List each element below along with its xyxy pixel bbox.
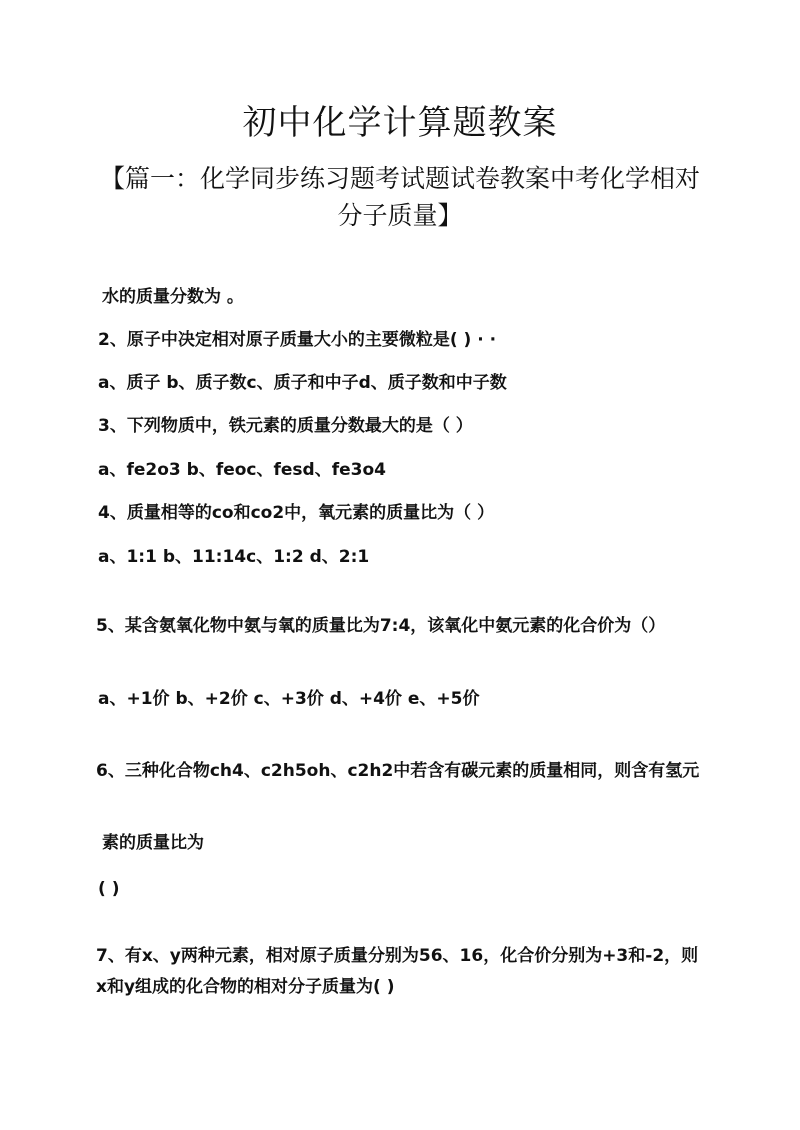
question-2: 2、原子中决定相对原子质量大小的主要微粒是( ) · ·	[98, 330, 497, 350]
question-5-options: a、+1价 b、+2价 c、+3价 d、+4价 e、+5价	[98, 689, 480, 709]
document-title: 初中化学计算题教案	[242, 103, 558, 143]
question-6-continued: 素的质量比为	[102, 833, 204, 853]
document-subtitle: 【篇一：化学同步练习题考试题试卷教案中考化学相对分子质量】	[100, 164, 701, 230]
question-7: 7、有x、y两种元素，相对原子质量分别为56、16，化合价分别为+3和-2，则x和y组成的化合物的相对分子质量为( )	[96, 946, 699, 997]
question-6: 6、三种化合物ch4、c2h5oh、c2h2中若含有碳元素的质量相同，则含有氢元	[96, 761, 700, 781]
question-5: 5、某含氨氧化物中氨与氧的质量比为7:4，该氧化中氨元素的化合价为（）	[96, 616, 666, 636]
question-3-options: a、fe2o3 b、feoc、fesd、fe3o4	[98, 460, 386, 480]
text-line-water-mass-fraction: 水的质量分数为 。	[102, 287, 244, 307]
question-4-options: a、1:1 b、11:14c、1:2 d、2:1	[98, 547, 370, 567]
question-6-blank: ( )	[98, 879, 120, 899]
question-4: 4、质量相等的co和co2中，氧元素的质量比为（ ）	[98, 503, 495, 523]
question-2-options: a、质子 b、质子数c、质子和中子d、质子数和中子数	[98, 373, 507, 393]
question-3: 3、下列物质中，铁元素的质量分数最大的是（ ）	[98, 416, 473, 436]
